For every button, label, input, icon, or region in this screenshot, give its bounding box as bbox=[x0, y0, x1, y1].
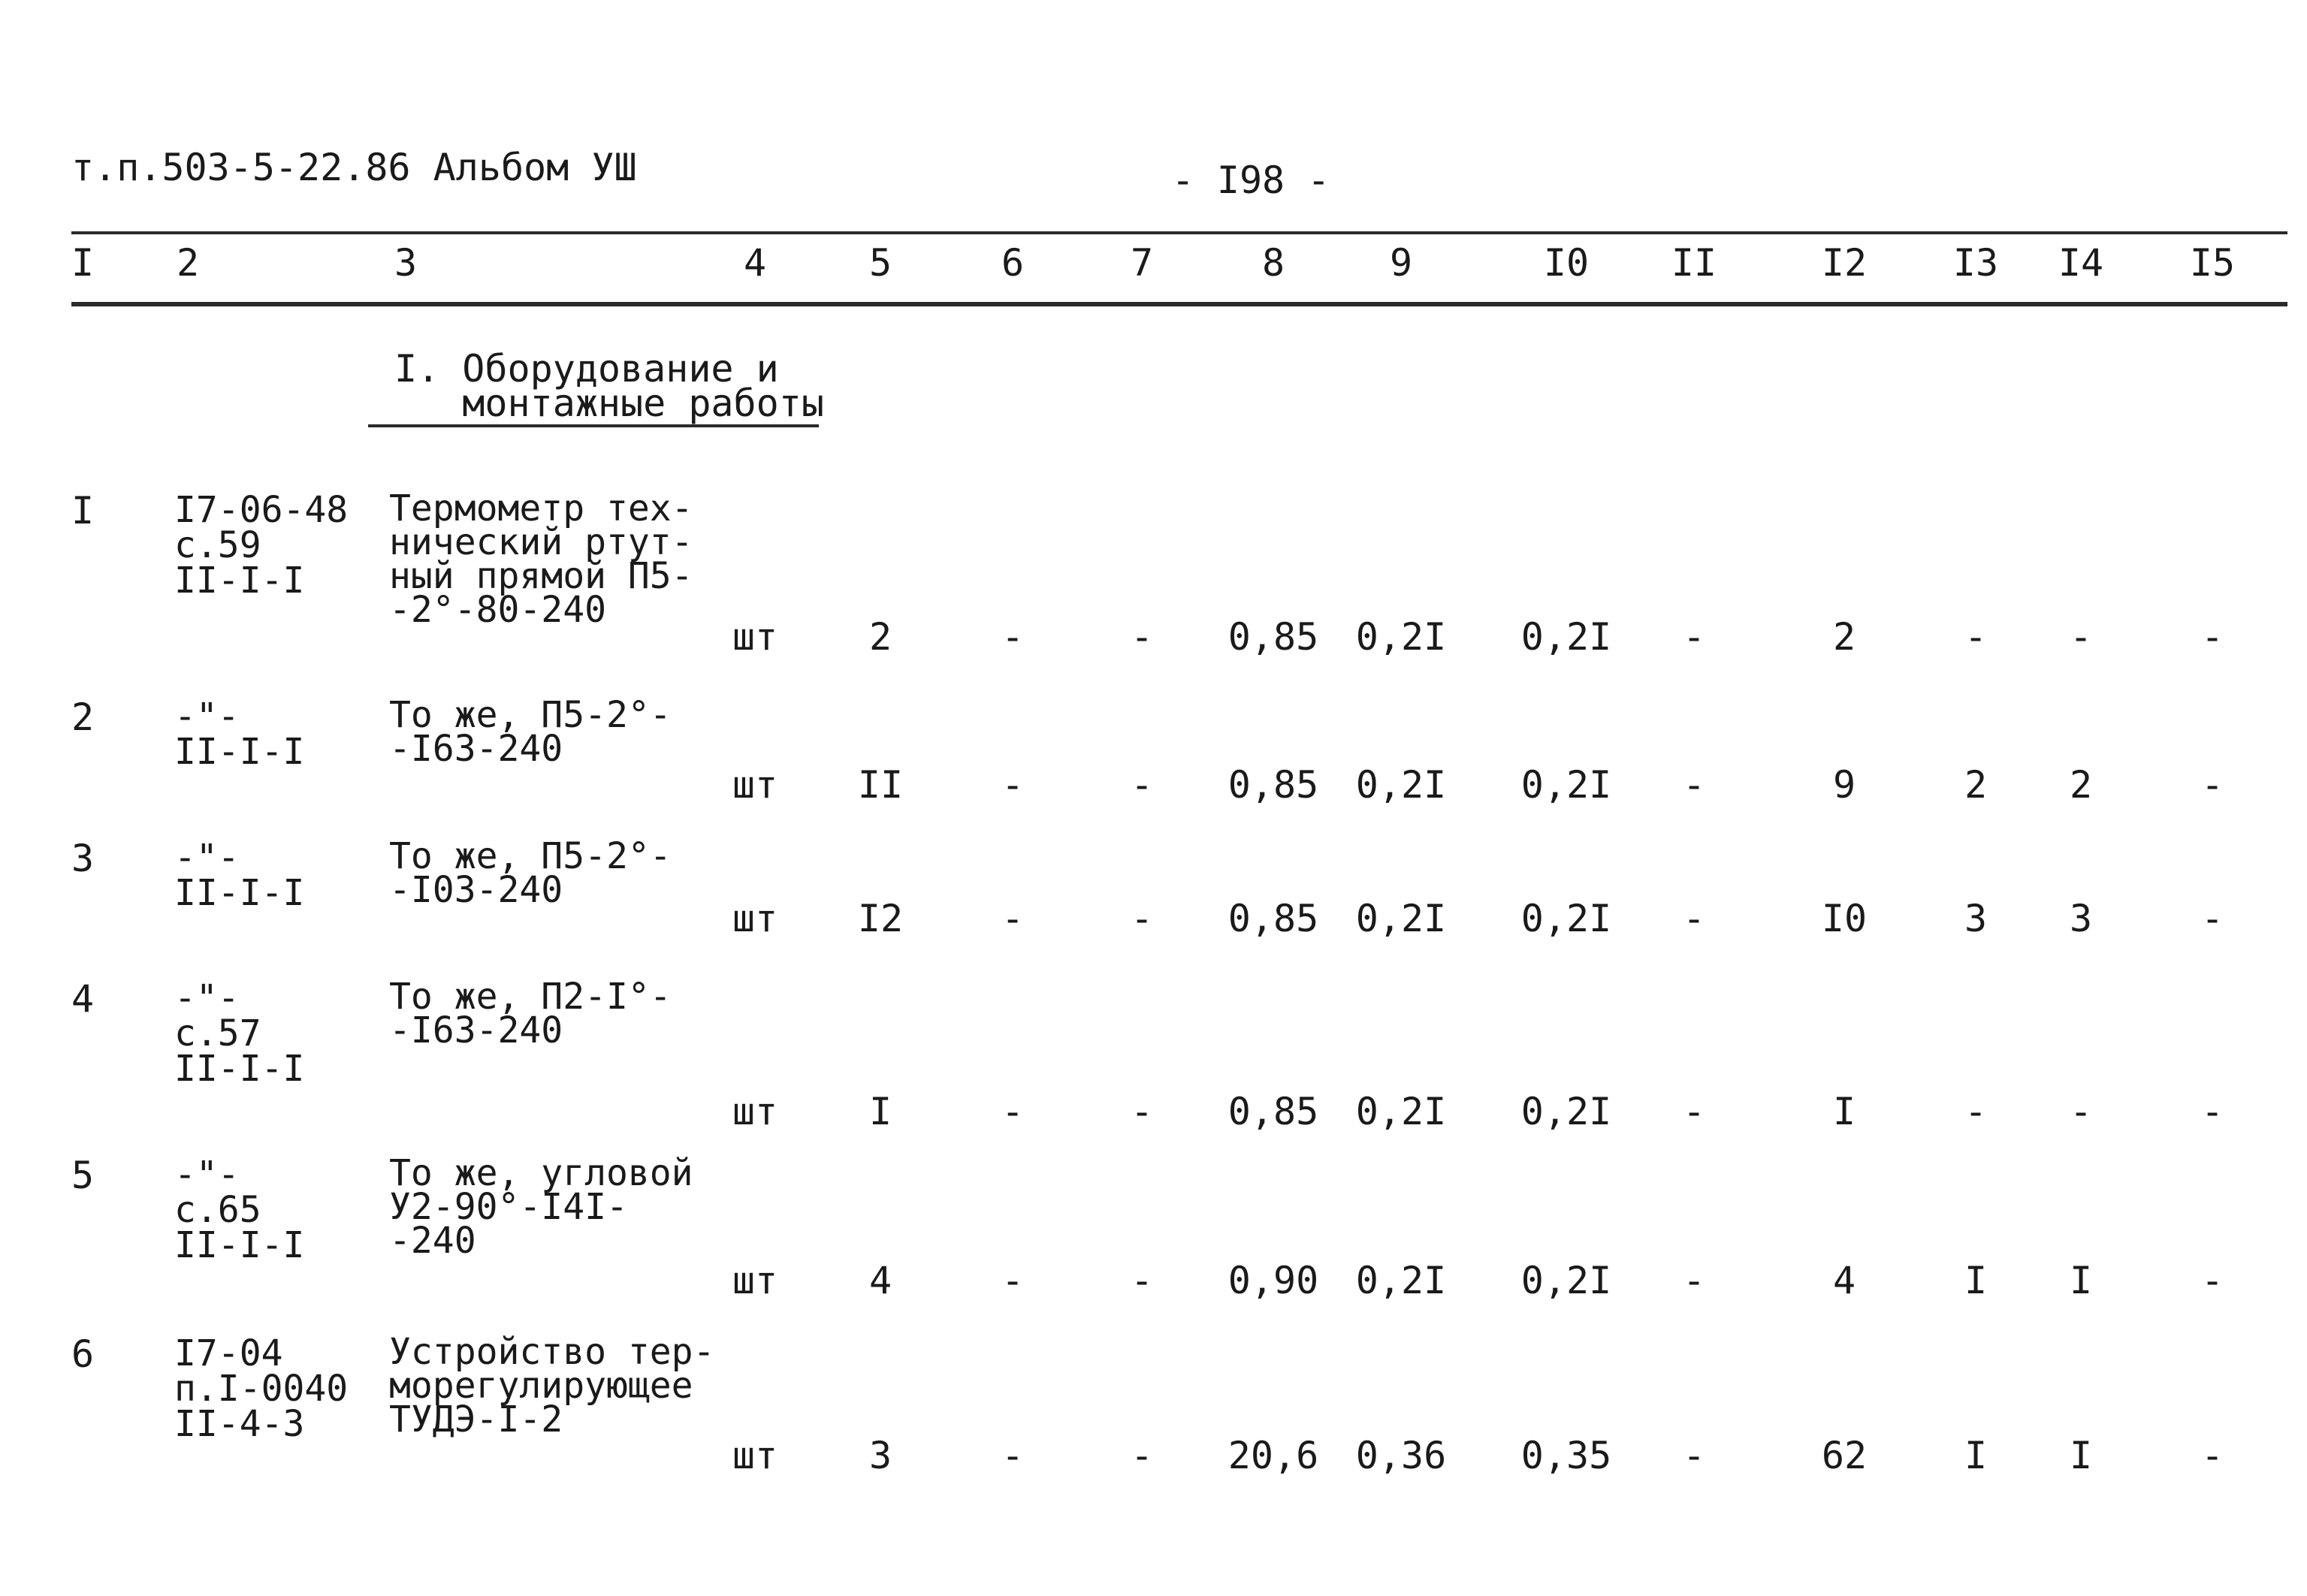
value-cell-col-8: 0,90 bbox=[1227, 1259, 1319, 1302]
page-number: - I98 - bbox=[1171, 158, 1330, 202]
value-cell-col-12: I bbox=[1832, 1090, 1856, 1133]
value-cell-col-7: - bbox=[1130, 615, 1154, 659]
unit-cell: шт bbox=[732, 763, 778, 807]
norm-code-line: II-I-I bbox=[174, 731, 305, 773]
description-line: То же, П2-I°- bbox=[389, 976, 672, 1018]
value-cell-col-9: 0,2I bbox=[1355, 897, 1447, 940]
norm-code-line: п.I-0040 bbox=[174, 1368, 349, 1410]
value-cell-col-7: - bbox=[1130, 1434, 1154, 1477]
value-cell-col-11: - bbox=[1682, 763, 1706, 807]
description-line: ТУДЭ-I-2 bbox=[389, 1398, 563, 1441]
value-cell-col-10: 0,2I bbox=[1520, 897, 1612, 940]
value-cell-col-15: - bbox=[2200, 1090, 2224, 1133]
value-cell-col-6: - bbox=[1001, 763, 1025, 807]
row-number: 6 bbox=[71, 1332, 95, 1376]
section-title-underline bbox=[368, 424, 819, 427]
column-header-7: 7 bbox=[1130, 241, 1154, 285]
norm-code-line: -"- bbox=[174, 837, 240, 879]
value-cell-col-5: I bbox=[868, 1090, 892, 1133]
column-header-13: I3 bbox=[1952, 241, 1999, 285]
value-cell-col-6: - bbox=[1001, 1434, 1025, 1477]
column-header-5: 5 bbox=[868, 241, 892, 285]
description-line: нический ртут- bbox=[389, 521, 693, 563]
album-reference: т.п.503-5-22.86 Альбом УШ bbox=[71, 146, 637, 189]
column-header-1: I bbox=[71, 241, 95, 285]
row-number: I bbox=[71, 489, 95, 533]
description-line: То же, П5-2°- bbox=[389, 694, 672, 736]
unit-cell: шт bbox=[732, 1259, 778, 1302]
value-cell-col-9: 0,2I bbox=[1355, 1259, 1447, 1302]
value-cell-col-12: 9 bbox=[1832, 763, 1856, 807]
norm-code-line: I7-04 bbox=[174, 1332, 283, 1374]
value-cell-col-11: - bbox=[1682, 1259, 1706, 1302]
value-cell-col-8: 0,85 bbox=[1227, 897, 1319, 940]
description-line: То же, угловой bbox=[389, 1152, 693, 1194]
norm-code-line: I7-06-48 bbox=[174, 489, 349, 531]
value-cell-col-12: I0 bbox=[1821, 897, 1868, 940]
value-cell-col-5: 4 bbox=[868, 1259, 892, 1302]
row-number: 2 bbox=[71, 695, 95, 739]
column-header-6: 6 bbox=[1001, 241, 1025, 285]
unit-cell: шт bbox=[732, 1434, 778, 1477]
description-line: Устройство тер- bbox=[389, 1331, 715, 1373]
value-cell-col-15: - bbox=[2200, 1259, 2224, 1302]
value-cell-col-15: - bbox=[2200, 1434, 2224, 1477]
value-cell-col-13: I bbox=[1964, 1259, 1988, 1302]
value-cell-col-14: I bbox=[2069, 1259, 2093, 1302]
value-cell-col-11: - bbox=[1682, 897, 1706, 940]
value-cell-col-11: - bbox=[1682, 1434, 1706, 1477]
row-number: 4 bbox=[71, 977, 95, 1021]
value-cell-col-10: 0,2I bbox=[1520, 615, 1612, 659]
value-cell-col-13: - bbox=[1964, 615, 1988, 659]
unit-cell: шт bbox=[732, 615, 778, 659]
value-cell-col-9: 0,2I bbox=[1355, 1090, 1447, 1133]
section-title-line-2: монтажные работы bbox=[394, 382, 824, 425]
norm-code-line: -"- bbox=[174, 1154, 240, 1196]
value-cell-col-13: 3 bbox=[1964, 897, 1988, 940]
description-line: -I63-240 bbox=[389, 728, 563, 770]
row-number: 3 bbox=[71, 837, 95, 880]
value-cell-col-10: 0,2I bbox=[1520, 1259, 1612, 1302]
value-cell-col-15: - bbox=[2200, 897, 2224, 940]
norm-code-line: -"- bbox=[174, 695, 240, 738]
description-line: То же, П5-2°- bbox=[389, 835, 672, 877]
description-line: -I03-240 bbox=[389, 869, 563, 911]
unit-cell: шт bbox=[732, 897, 778, 940]
column-header-11: II bbox=[1671, 241, 1717, 285]
value-cell-col-5: II bbox=[857, 763, 904, 807]
value-cell-col-12: 4 bbox=[1832, 1259, 1856, 1302]
header-top-rule bbox=[71, 231, 2287, 234]
column-header-14: I4 bbox=[2058, 241, 2104, 285]
value-cell-col-5: I2 bbox=[857, 897, 904, 940]
description-line: -240 bbox=[389, 1220, 476, 1262]
value-cell-col-14: - bbox=[2069, 615, 2093, 659]
norm-code-line: -"- bbox=[174, 977, 240, 1019]
column-header-8: 8 bbox=[1261, 241, 1285, 285]
value-cell-col-7: - bbox=[1130, 1090, 1154, 1133]
norm-code-line: с.65 bbox=[174, 1189, 261, 1231]
unit-cell: шт bbox=[732, 1090, 778, 1133]
norm-code-line: II-4-3 bbox=[174, 1403, 305, 1445]
description-line: -2°-80-240 bbox=[389, 589, 606, 631]
description-line: морегулирующее bbox=[389, 1365, 693, 1407]
value-cell-col-6: - bbox=[1001, 615, 1025, 659]
value-cell-col-7: - bbox=[1130, 1259, 1154, 1302]
value-cell-col-10: 0,2I bbox=[1520, 763, 1612, 807]
column-header-3: 3 bbox=[394, 241, 418, 285]
column-header-10: I0 bbox=[1543, 241, 1590, 285]
value-cell-col-11: - bbox=[1682, 1090, 1706, 1133]
value-cell-col-8: 0,85 bbox=[1227, 1090, 1319, 1133]
value-cell-col-6: - bbox=[1001, 1090, 1025, 1133]
section-title-line-1: I. Оборудование и bbox=[394, 347, 779, 391]
column-header-12: I2 bbox=[1821, 241, 1868, 285]
value-cell-col-8: 20,6 bbox=[1227, 1434, 1319, 1477]
description-line: ный прямой П5- bbox=[389, 555, 693, 597]
value-cell-col-7: - bbox=[1130, 897, 1154, 940]
value-cell-col-8: 0,85 bbox=[1227, 763, 1319, 807]
column-header-4: 4 bbox=[743, 241, 767, 285]
norm-code-line: II-I-I bbox=[174, 560, 305, 602]
value-cell-col-14: - bbox=[2069, 1090, 2093, 1133]
value-cell-col-9: 0,36 bbox=[1355, 1434, 1447, 1477]
value-cell-col-11: - bbox=[1682, 615, 1706, 659]
value-cell-col-12: 2 bbox=[1832, 615, 1856, 659]
value-cell-col-14: I bbox=[2069, 1434, 2093, 1477]
value-cell-col-9: 0,2I bbox=[1355, 763, 1447, 807]
value-cell-col-14: 2 bbox=[2069, 763, 2093, 807]
norm-code-line: II-I-I bbox=[174, 1048, 305, 1090]
norm-code-line: с.57 bbox=[174, 1012, 261, 1054]
description-line: У2-90°-I4I- bbox=[389, 1186, 628, 1228]
value-cell-col-5: 3 bbox=[868, 1434, 892, 1477]
column-header-15: I5 bbox=[2189, 241, 2236, 285]
column-header-9: 9 bbox=[1389, 241, 1413, 285]
value-cell-col-14: 3 bbox=[2069, 897, 2093, 940]
norm-code-line: с.59 bbox=[174, 524, 261, 566]
column-header-2: 2 bbox=[176, 241, 200, 285]
description-line: -I63-240 bbox=[389, 1009, 563, 1051]
value-cell-col-5: 2 bbox=[868, 615, 892, 659]
header-bottom-rule bbox=[71, 302, 2287, 306]
value-cell-col-10: 0,35 bbox=[1520, 1434, 1612, 1477]
value-cell-col-15: - bbox=[2200, 763, 2224, 807]
value-cell-col-8: 0,85 bbox=[1227, 615, 1319, 659]
value-cell-col-13: I bbox=[1964, 1434, 1988, 1477]
value-cell-col-7: - bbox=[1130, 763, 1154, 807]
value-cell-col-13: 2 bbox=[1964, 763, 1988, 807]
value-cell-col-10: 0,2I bbox=[1520, 1090, 1612, 1133]
norm-code-line: II-I-I bbox=[174, 1224, 305, 1266]
norm-code-line: II-I-I bbox=[174, 872, 305, 914]
description-line: Термометр тех- bbox=[389, 487, 693, 529]
value-cell-col-9: 0,2I bbox=[1355, 615, 1447, 659]
value-cell-col-12: 62 bbox=[1821, 1434, 1868, 1477]
value-cell-col-6: - bbox=[1001, 897, 1025, 940]
value-cell-col-13: - bbox=[1964, 1090, 1988, 1133]
value-cell-col-6: - bbox=[1001, 1259, 1025, 1302]
row-number: 5 bbox=[71, 1154, 95, 1197]
value-cell-col-15: - bbox=[2200, 615, 2224, 659]
